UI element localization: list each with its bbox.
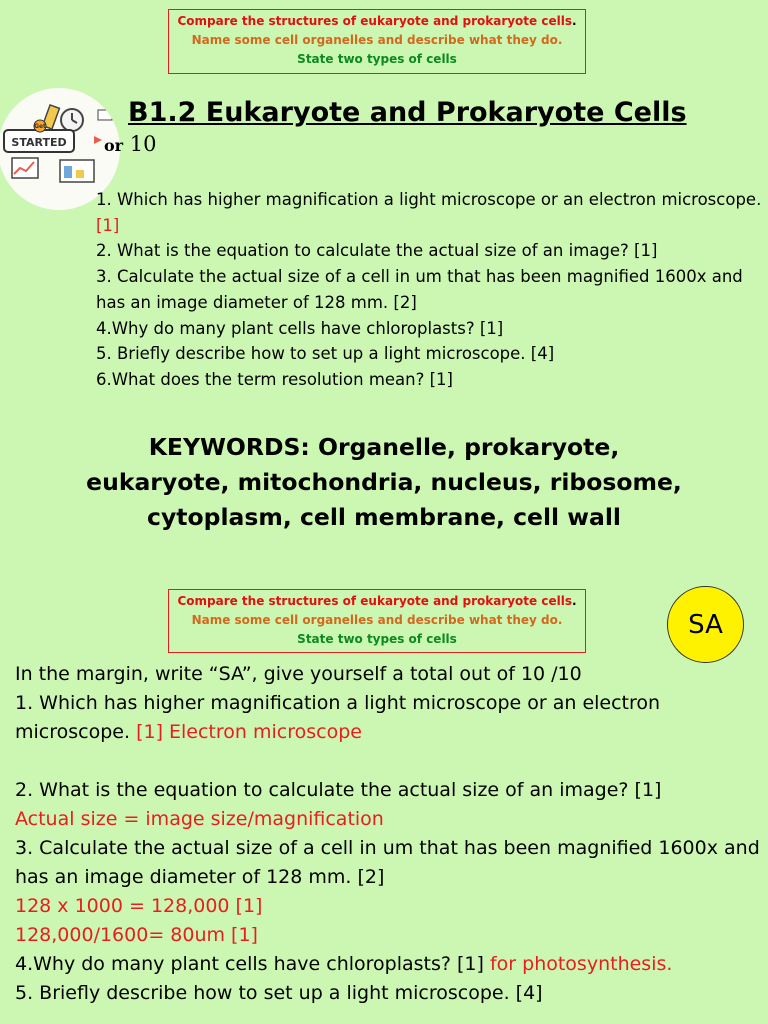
keywords-line-3: cytoplasm, cell membrane, cell wall	[147, 503, 621, 531]
do-now-label	[104, 132, 157, 156]
keywords-block	[60, 430, 708, 535]
objective-1-text: Compare the structures of eukaryote and prokaryote cells	[177, 594, 572, 608]
question-6: 6.What does the term resolution mean? [1]	[96, 369, 453, 389]
keywords-line-2: eukaryote, mitochondria, nucleus, ribosome,	[86, 468, 682, 496]
objectives-box	[168, 9, 586, 74]
question-3: 3. Calculate the actual size of a cell in um that has been magnified 1600x and has an image diameter of 128 mm. [2]	[96, 267, 743, 312]
page-title: B1.2 Eukaryote and Prokaryote Cells	[128, 97, 687, 128]
objective-line-2: Name some cell organelles and describe what they do.	[191, 33, 563, 47]
answer-1	[15, 689, 760, 747]
answer-1-text: [1] Electron microscope	[136, 721, 362, 743]
do-now-number: 10	[129, 132, 157, 156]
answer-4-question: 4.Why do many plant cells have chloroplasts? [1]	[15, 953, 490, 975]
spacer	[15, 747, 760, 776]
question-1	[96, 187, 764, 238]
do-now-prefix: or	[104, 136, 124, 155]
self-assess-badge: SA	[667, 586, 744, 663]
objective-1-period: .	[571, 594, 577, 608]
objective-line-2: Name some cell organelles and describe what they do.	[191, 613, 563, 627]
answer-2-text: Actual size = image size/magnification	[15, 808, 384, 830]
keywords-line-1: KEYWORDS: Organelle, prokaryote,	[148, 433, 620, 461]
objective-line-3: State two types of cells	[297, 632, 457, 646]
answer-3-line-1: 128 x 1000 = 128,000 [1]	[15, 895, 263, 917]
svg-text:STARTED: STARTED	[11, 136, 67, 149]
question-5: 5. Briefly describe how to set up a light microscope. [4]	[96, 344, 555, 364]
question-4: 4.Why do many plant cells have chloroplasts? [1]	[96, 318, 504, 338]
question-1-text: 1. Which has higher magnification a light microscope or an electron microscope.	[96, 190, 762, 209]
objective-line-3: State two types of cells	[297, 52, 457, 66]
question-1-mark: [1]	[96, 215, 120, 235]
svg-text:Get: Get	[34, 123, 46, 130]
objective-1-text: Compare the structures of eukaryote and prokaryote cells	[177, 14, 572, 28]
objectives-box-repeat	[168, 589, 586, 653]
objective-line-1	[169, 592, 585, 611]
answer-4	[15, 950, 760, 979]
self-assessment-answers	[15, 660, 760, 1008]
answer-4-text: for photosynthesis.	[489, 953, 673, 975]
objective-line-1	[169, 12, 585, 31]
answer-5-question: 5. Briefly describe how to set up a light microscope. [4]	[15, 982, 543, 1004]
question-2: 2. What is the equation to calculate the actual size of an image? [1]	[96, 241, 658, 261]
self-assess-instruction: In the margin, write “SA”, give yourself a total out of 10 /10	[15, 663, 582, 685]
objective-1-period: .	[571, 14, 577, 28]
answer-2-question: 2. What is the equation to calculate the actual size of an image? [1]	[15, 779, 662, 801]
answer-3-question: 3. Calculate the actual size of a cell in um that has been magnified 1600x and has an image diameter of 128 mm. [2]	[15, 837, 760, 888]
answer-1-question: 1. Which has higher magnification a light microscope or an electron microscope.	[15, 692, 661, 743]
question-list	[96, 187, 764, 393]
answer-3-line-2: 128,000/1600= 80um [1]	[15, 924, 258, 946]
